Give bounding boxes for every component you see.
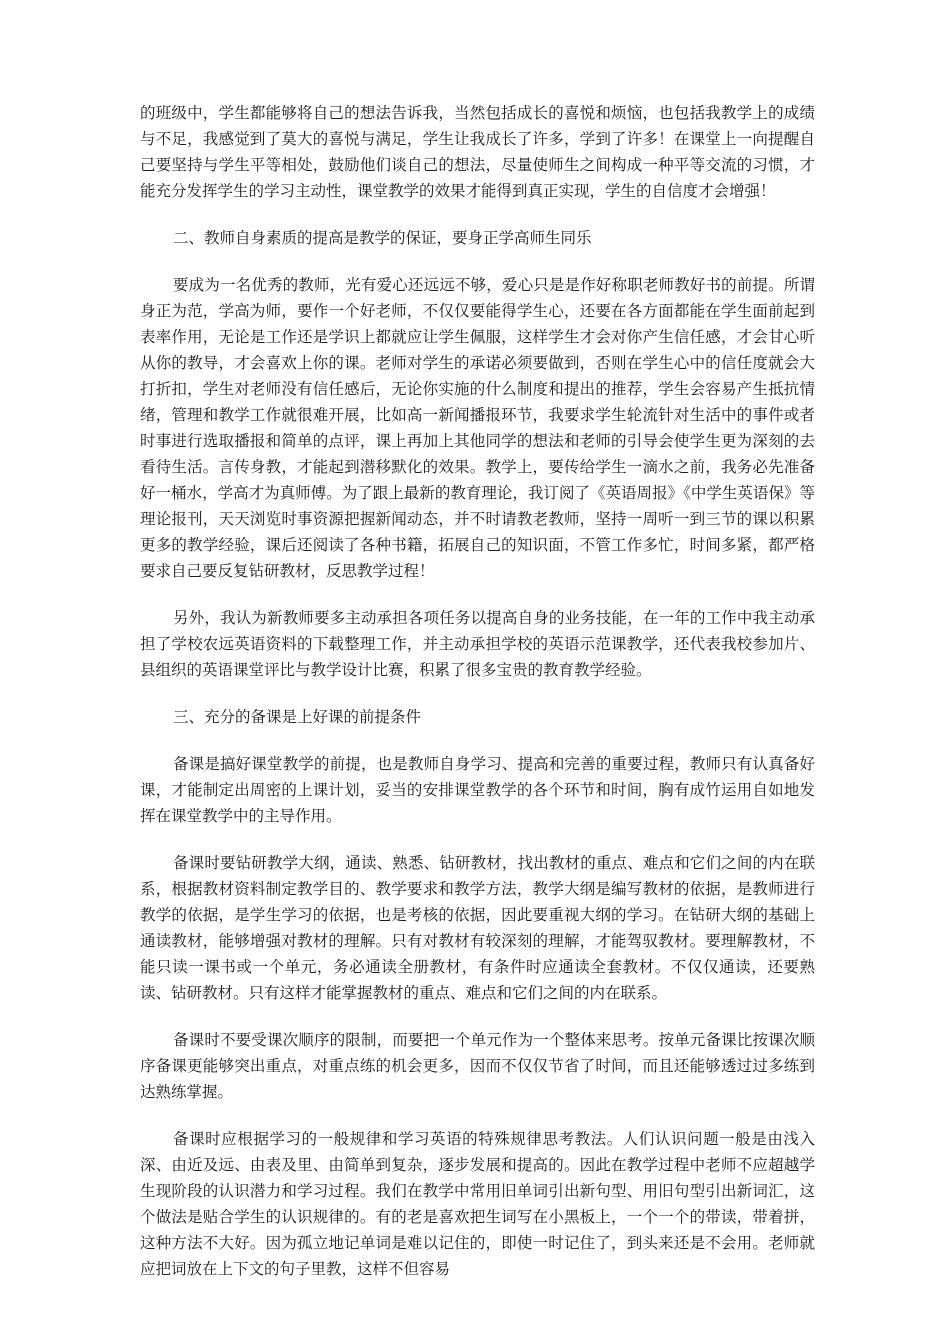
- section-heading-3: 三、充分的备课是上好课的前提条件: [173, 708, 422, 726]
- paragraph: 备课是搞好课堂教学的前提，也是教师自身学习、提高和完善的重要过程，教师只有认真备好课，才能制定出周密的上课计划，妥当的安排课堂教学的各个环节和时间，胸有成竹运用自如地发挥在课堂教学中的主导作用。: [140, 755, 815, 825]
- paragraph: 备课时要钻研教学大纲，通读、熟悉、钻研教材，找出教材的重点、难点和它们之间的内在联系，根据教材资料制定教学目的、教学要求和教学方法，教学大纲是编写教材的依据，是教师进行教学的依据，是学生学习的依据，也是考核的依据，因此要重视大纲的学习。在钻研大纲的基础上通读教材，能够增强对教材的理解。只有对教材有较深刻的理解，才能驾驭教材。要理解教材，不能只读一课书或一个单元，务必通读全册教材，有条件时应通读全套教材。不仅仅通读，还要熟读、钻研教材。只有这样才能掌握教材的重点、难点和它们之间的内在联系。: [140, 854, 815, 1002]
- paragraph: 备课时不要受课次顺序的限制，而要把一个单元作为一个整体来思考。按单元备课比按课次顺序备课更能够突出重点，对重点练的机会更多，因而不仅仅节省了时间，而且还能够透过过多练到达熟练掌握。: [140, 1031, 815, 1101]
- document-page: [140, 100, 815, 1303]
- section-heading-2: 二、教师自身素质的提高是教学的保证，要身正学高师生同乐: [173, 229, 592, 247]
- paragraph: 要成为一名优秀的教师，光有爱心还远远不够，爱心只是是作好称职老师教好书的前提。所谓身正为范，学高为师，要作一个好老师，不仅仅要能得学生心，还要在各方面都能在学生面前起到表率作用，无论是工作还是学识上都就应让学生佩服，这样学生才会对你产生信任感，才会甘心听从你的教导，才会喜欢上你的课。老师对学生的承诺必须要做到，否则在学生心中的信任度就会大打折扣，学生对老师没有信任感后，无论你实施的什么制度和提出的推荐，学生会容易产生抵抗情绪，管理和教学工作就很难开展，比如高一新闻播报环节，我要求学生轮流针对生活中的事件或者时事进行选取播报和简单的点评，课上再加上其他同学的想法和老师的引导会使学生更为深刻的去看待生活。言传身教，才能起到潜移默化的效果。教学上，要传给学生一滴水之前，我务必先准备好一桶水，学高才为真师傅。为了跟上最新的教育理论，我订阅了《英语周报》《中学生英语保》等理论报刊，天天浏览时事资源把握新闻动态，并不时请教老教师，坚持一周听一到三节的课以积累更多的教学经验，课后还阅读了各种书籍，拓展自己的知识面，不管工作多忙，时间多紧，都严格要求自己要反复钻研教材，反思教学过程！: [140, 276, 815, 580]
- paragraph-continuation: 的班级中，学生都能够将自己的想法告诉我，当然包括成长的喜悦和烦恼，也包括我教学上的成绩与不足，我感觉到了莫大的喜悦与满足，学生让我成长了许多，学到了许多！在课堂上一向提醒自己要坚持与学生平等相处，鼓励他们谈自己的想法，尽量使师生之间构成一种平等交流的习惯，才能充分发挥学生的学习主动性，课堂教学的效果才能得到真正实现，学生的自信度才会增强！: [140, 104, 815, 200]
- paragraph: 备课时应根据学习的一般规律和学习英语的特殊规律思考教法。人们认识问题一般是由浅入深、由近及远、由表及里、由简单到复杂，逐步发展和提高的。因此在教学过程中老师不应超越学生现阶段的认识潜力和学习过程。我们在教学中常用旧单词引出新句型、用旧句型引出新词汇，这个做法是贴合学生的认识规律的。有的老是喜欢把生词写在小黑板上，一个一个的带读，带着拼，这种方法不大好。因为孤立地记单词是难以记住的，即使一时记住了，到头来还是不会用。老师就应把词放在上下文的句子里教，这样不但容易: [140, 1130, 815, 1278]
- paragraph: 另外，我认为新教师要多主动承担各项任务以提高自身的业务技能，在一年的工作中我主动承担了学校农远英语资料的下载整理工作，并主动承担学校的英语示范课教学，还代表我校参加片、县组织的英语课堂评比与教学设计比赛，积累了很多宝贵的教育教学经验。: [140, 609, 815, 679]
